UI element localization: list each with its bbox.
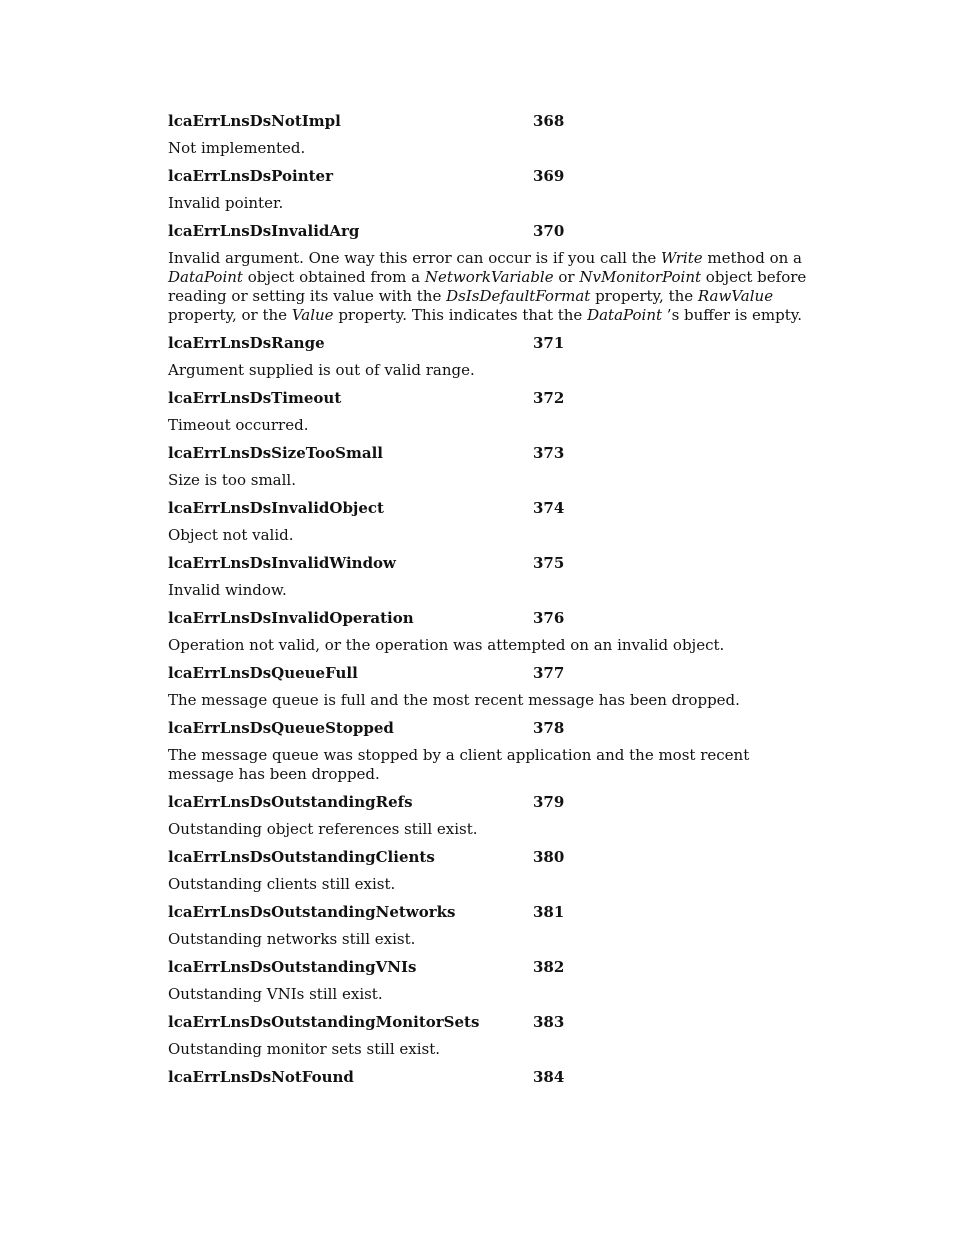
entry-header <box>168 443 818 463</box>
error-code: 380 <box>533 848 565 866</box>
entry-header <box>168 663 818 683</box>
entry <box>168 902 818 949</box>
error-name: lcaErrLnsDsOutstandingMonitorSets <box>168 1013 480 1031</box>
entry-header <box>168 1012 818 1032</box>
entry <box>168 166 818 213</box>
error-name: lcaErrLnsDsOutstandingNetworks <box>168 903 456 921</box>
error-description: The message queue was stopped by a client application and the most recent message has been dropped. <box>168 746 750 783</box>
desc-text: object obtained from a <box>242 268 425 286</box>
error-description: Outstanding clients still exist. <box>168 875 396 893</box>
desc-italic: NvMonitorPoint <box>579 268 702 286</box>
error-name: lcaErrLnsDsQueueFull <box>168 664 358 682</box>
entry-header <box>168 902 818 922</box>
error-code: 377 <box>533 664 565 682</box>
error-code: 375 <box>533 554 565 572</box>
error-name: lcaErrLnsDsInvalidOperation <box>168 609 414 627</box>
entry-header <box>168 553 818 573</box>
error-code: 374 <box>533 499 565 517</box>
error-description: Invalid window. <box>168 581 287 599</box>
error-description <box>168 249 818 325</box>
error-name: lcaErrLnsDsTimeout <box>168 389 342 407</box>
entry <box>168 1012 818 1059</box>
entry <box>168 957 818 1004</box>
error-code: 378 <box>533 719 565 737</box>
error-name: lcaErrLnsDsInvalidWindow <box>168 554 396 572</box>
entry-header <box>168 166 818 186</box>
entry <box>168 111 818 158</box>
desc-text: method on a <box>702 249 802 267</box>
error-code: 379 <box>533 793 565 811</box>
desc-italic: NetworkVariable <box>424 268 554 286</box>
error-code: 381 <box>533 903 565 921</box>
entry <box>168 498 818 545</box>
desc-italic: Value <box>291 306 334 324</box>
error-name: lcaErrLnsDsInvalidObject <box>168 499 384 517</box>
desc-text: Invalid argument. One way this error can occur is if you call the <box>168 249 661 267</box>
entry <box>168 388 818 435</box>
error-code: 382 <box>533 958 565 976</box>
desc-text: property, the <box>590 287 698 305</box>
error-description: Operation not valid, or the operation was attempted on an invalid object. <box>168 636 725 654</box>
error-name: lcaErrLnsDsSizeTooSmall <box>168 444 384 462</box>
error-name: lcaErrLnsDsRange <box>168 334 325 352</box>
entry-header <box>168 221 818 241</box>
error-code: 384 <box>533 1068 565 1086</box>
error-description: The message queue is full and the most recent message has been dropped. <box>168 691 740 709</box>
desc-italic: Write <box>661 249 703 267</box>
error-name: lcaErrLnsDsInvalidArg <box>168 222 360 240</box>
entry-header <box>168 718 818 738</box>
entry <box>168 718 818 784</box>
error-description: Invalid pointer. <box>168 194 284 212</box>
error-code: 368 <box>533 112 565 130</box>
error-code: 371 <box>533 334 565 352</box>
error-name: lcaErrLnsDsOutstandingClients <box>168 848 435 866</box>
error-name: lcaErrLnsDsOutstandingRefs <box>168 793 413 811</box>
error-name: lcaErrLnsDsOutstandingVNIs <box>168 958 417 976</box>
entry <box>168 1067 818 1087</box>
error-description: Outstanding object references still exist. <box>168 820 478 838</box>
entry-header <box>168 847 818 867</box>
error-name: lcaErrLnsDsPointer <box>168 167 333 185</box>
error-description: Outstanding networks still exist. <box>168 930 416 948</box>
desc-text: or <box>553 268 580 286</box>
entry <box>168 221 818 325</box>
error-description: Size is too small. <box>168 471 296 489</box>
desc-text: property, or the <box>168 306 292 324</box>
error-code: 369 <box>533 167 565 185</box>
entry <box>168 553 818 600</box>
desc-text: property. This indicates that the <box>333 306 588 324</box>
desc-italic: DsIsDefaultFormat <box>446 287 591 305</box>
entry-header <box>168 498 818 518</box>
error-code: 373 <box>533 444 565 462</box>
error-code: 372 <box>533 389 565 407</box>
entry-header <box>168 608 818 628</box>
error-code: 383 <box>533 1013 565 1031</box>
entry-header <box>168 333 818 353</box>
error-code-list <box>168 111 818 1087</box>
entry-header <box>168 111 818 131</box>
desc-italic: DataPoint <box>587 306 663 324</box>
error-name: lcaErrLnsDsNotFound <box>168 1068 354 1086</box>
error-description: Outstanding VNIs still exist. <box>168 985 383 1003</box>
desc-italic: DataPoint <box>168 268 243 286</box>
entry <box>168 847 818 894</box>
error-description: Argument supplied is out of valid range. <box>168 361 475 379</box>
error-name: lcaErrLnsDsQueueStopped <box>168 719 394 737</box>
entry-header <box>168 957 818 977</box>
error-description: Outstanding monitor sets still exist. <box>168 1040 441 1058</box>
error-code: 370 <box>533 222 565 240</box>
desc-text: object before reading or setting its value with the <box>168 268 807 305</box>
entry <box>168 333 818 380</box>
error-code: 376 <box>533 609 565 627</box>
entry-header <box>168 1067 818 1087</box>
error-description: Timeout occurred. <box>168 416 309 434</box>
error-description: Not implemented. <box>168 139 306 157</box>
entry-header <box>168 388 818 408</box>
error-description: Object not valid. <box>168 526 294 544</box>
desc-text: ’s buffer is empty. <box>662 306 803 324</box>
desc-italic: RawValue <box>697 287 774 305</box>
entry-header <box>168 792 818 812</box>
error-name: lcaErrLnsDsNotImpl <box>168 112 341 130</box>
entry <box>168 443 818 490</box>
entry <box>168 608 818 655</box>
entry <box>168 792 818 839</box>
entry <box>168 663 818 710</box>
